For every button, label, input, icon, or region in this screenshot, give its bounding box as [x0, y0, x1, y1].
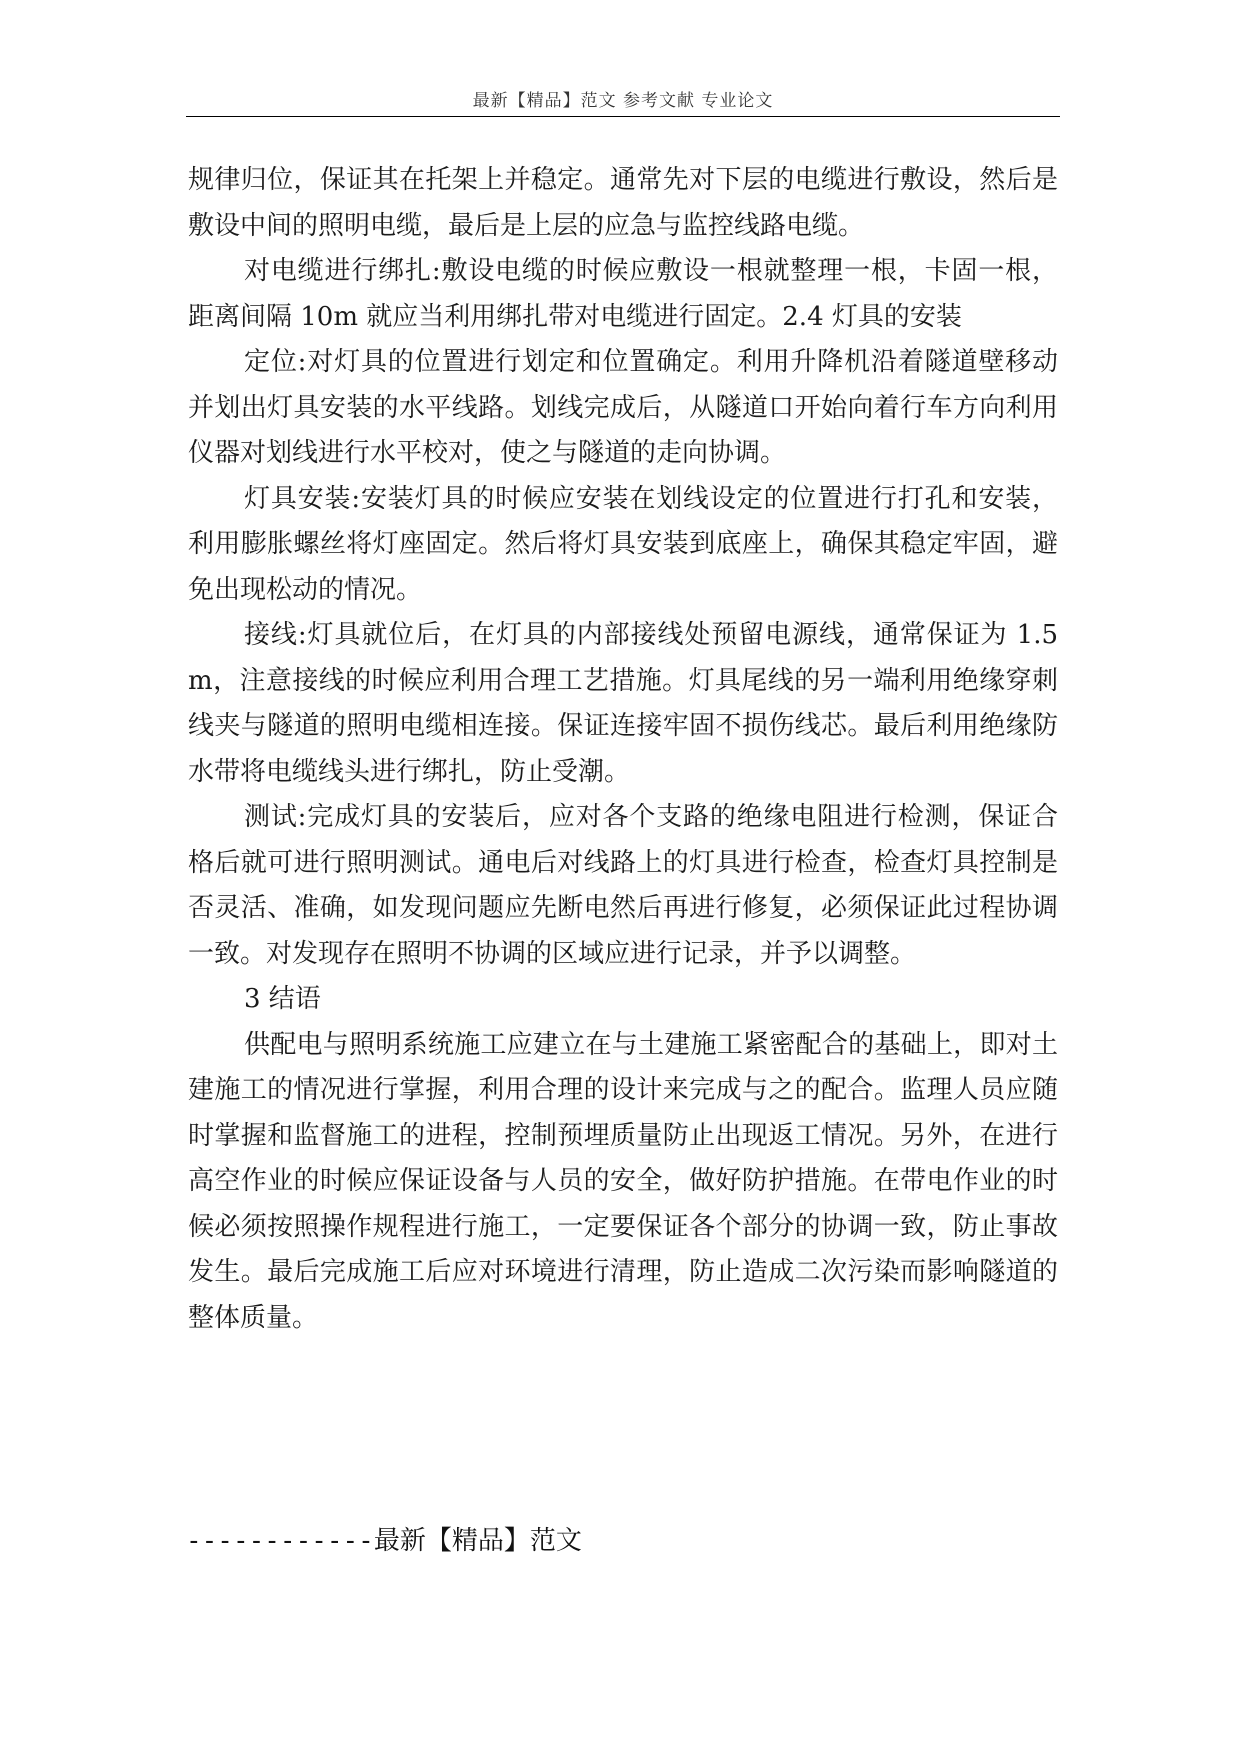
document-body: [188, 158, 1058, 1341]
footer-text: 最新【精品】范文: [373, 1526, 582, 1556]
paragraph-conclusion: 供配电与照明系统施工应建立在与土建施工紧密配合的基础上，即对土建施工的情况进行掌握，利用合理的设计来完成与之的配合。监理人员应随时掌握和监督施工的进程，控制预埋质量防止出现返工情况。另外，在进行高空作业的时候应保证设备与人员的安全，做好防护措施。在带电作业的时候必须按照操作规程进行施工，一定要保证各个部分的协调一致，防止事故发生。最后完成施工后应对环境进行清理，防止造成二次污染而影响隧道的整体质量。: [188, 1029, 1058, 1333]
page-header: 最新【精品】范文 参考文献 专业论文: [472, 91, 774, 111]
page-footer: [186, 1524, 582, 1558]
paragraph-positioning: 定位:对灯具的位置进行划定和位置确定。利用升降机沿着隧道壁移动并划出灯具安装的水平线路。划线完成后，从隧道口开始向着行车方向利用仪器对划线进行水平校对，使之与隧道的走向协调。: [188, 347, 1058, 468]
section-heading-conclusion: 3 结语: [244, 984, 321, 1014]
header-divider: [186, 116, 1060, 117]
paragraph-lamp-installation: 灯具安装:安装灯具的时候应安装在划线设定的位置进行打孔和安装，利用膨胀螺丝将灯座固定。然后将灯具安装到底座上，确保其稳定牢固，避免出现松动的情况。: [188, 483, 1058, 605]
footer-dashes: ------------: [186, 1526, 374, 1556]
paragraph-wiring: 接线:灯具就位后，在灯具的内部接线处预留电源线，通常保证为 1.5 m，注意接线的时候应利用合理工艺措施。灯具尾线的另一端利用绝缘穿刺线夹与隧道的照明电缆相连接。保证连接牢固不损伤线芯。最后利用绝缘防水带将电缆线头进行绑扎，防止受潮。: [188, 620, 1058, 787]
paragraph-cable-binding: 对电缆进行绑扎:敷设电缆的时候应敷设一根就整理一根，卡固一根，距离间隔 10m 就应当利用绑扎带对电缆进行固定。2.4 灯具的安装: [188, 256, 1058, 332]
paragraph-cable-order: 规律归位，保证其在托架上并稳定。通常先对下层的电缆进行敷设，然后是敷设中间的照明电缆，最后是上层的应急与监控线路电缆。: [188, 165, 1058, 241]
paragraph-testing: 测试:完成灯具的安装后，应对各个支路的绝缘电阻进行检测，保证合格后就可进行照明测试。通电后对线路上的灯具进行检查，检查灯具控制是否灵活、准确，如发现问题应先断电然后再进行修复，必须保证此过程协调一致。对发现存在照明不协调的区域应进行记录，并予以调整。: [188, 802, 1058, 969]
